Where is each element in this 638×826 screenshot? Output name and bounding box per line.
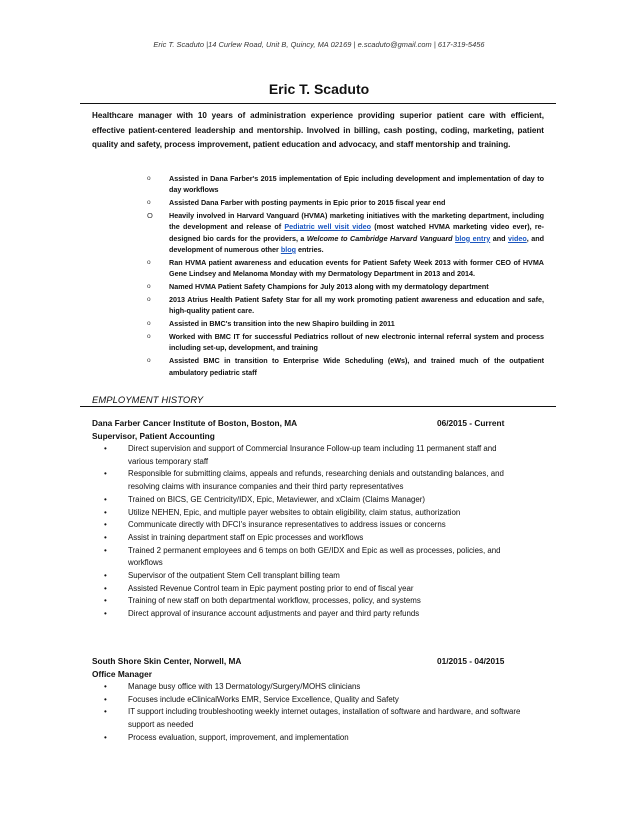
duty-text: Direct approval of insurance account adjustments and payer and third party refunds [128, 609, 420, 619]
employment-divider [80, 406, 556, 407]
highlight-item [147, 281, 544, 292]
job-title: Supervisor, Patient Accounting [92, 431, 215, 441]
list-marker: O [147, 211, 153, 221]
blog-entry-link[interactable]: blog entry [455, 233, 491, 243]
blog-link[interactable]: blog [280, 244, 296, 254]
duty-text: Focuses include eClinicalWorks EMR, Service Excellence, Quality and Safety [128, 694, 399, 704]
highlight-item [147, 355, 544, 378]
duties-list [104, 443, 524, 621]
duty-item [104, 732, 524, 745]
list-marker: o [147, 357, 151, 365]
employment-section-title: EMPLOYMENT HISTORY [92, 394, 204, 405]
candidate-name: Eric T. Scaduto [268, 81, 370, 97]
bullet-icon: • [104, 532, 107, 542]
duty-text: Assisted Revenue Control team in Epic payment posting prior to end of fiscal year [128, 583, 414, 593]
bullet-icon: • [104, 707, 107, 717]
job-title: Office Manager [92, 669, 152, 679]
employer-name: Dana Farber Cancer Institute of Boston, Boston, MA [92, 418, 298, 428]
duty-text: Assist in training department staff on Epic processes and workflows [128, 532, 364, 542]
employment-dates: 06/2015 - Current [437, 418, 505, 428]
employment-dates: 01/2015 - 04/2015 [437, 656, 505, 666]
bullet-icon: • [104, 596, 107, 606]
list-marker: o [147, 199, 151, 207]
bullet-icon: • [104, 732, 107, 742]
duty-item [104, 443, 524, 468]
duty-text: Utilize NEHEN, Epic, and multiple payer websites to obtain eligibility, claim status, authorization [128, 507, 461, 517]
list-marker: o [147, 175, 151, 182]
highlight-text: Assisted Dana Farber with posting payments in Epic prior to 2015 fiscal year end [169, 198, 446, 208]
duty-item [104, 545, 524, 570]
duty-text: Supervisor of the outpatient Stem Cell transplant billing team [128, 571, 340, 581]
pediatric-video-link[interactable]: Pediatric well visit video [284, 222, 372, 232]
duty-text: Responsible for submitting claims, appeals and refunds, researching denials and outstanding balances, and resolving claims with insurance companies and their third party representatives [128, 469, 504, 492]
duty-item [104, 694, 524, 707]
duty-item [104, 532, 524, 545]
highlight-text: Assisted BMC in transition to Enterprise Wide Scheduling (eWs), and trained much of the outpatient ambulatory pediatric staff [169, 356, 544, 377]
highlight-item [147, 331, 544, 354]
highlights-list [147, 173, 544, 379]
duty-text: Process evaluation, support, improvement, and implementation [128, 732, 349, 742]
duty-item [104, 519, 524, 532]
highlight-item [147, 210, 544, 255]
duty-text: Manage busy office with 13 Dermatology/Surgery/MOHS clinicians [128, 682, 361, 691]
highlight-item [147, 197, 544, 208]
list-marker: o [147, 320, 151, 328]
highlight-item [147, 257, 544, 280]
duty-item [104, 570, 524, 583]
bullet-icon: • [104, 571, 107, 581]
duty-text: Communicate directly with DFCI's insurance representatives to address issues or concerns [128, 520, 446, 530]
list-marker: o [147, 295, 151, 303]
bullet-icon: • [104, 583, 107, 593]
duty-text: Direct supervision and support of Commercial Insurance Follow-up team including 11 permanent staff and various temporary staff [128, 444, 497, 466]
header-divider [80, 103, 556, 104]
duties-list [104, 681, 524, 745]
bullet-icon: • [104, 694, 107, 704]
bullet-icon: • [104, 444, 107, 453]
list-marker: o [147, 283, 151, 291]
bullet-icon: • [104, 469, 107, 479]
highlight-text: Ran HVMA patient awareness and education events for Patient Safety Week 2013 with former CEO of HVMA Gene Lindsey and Melanoma Monday with my Dermatology Department in 2013 and 2014. [169, 257, 544, 279]
duty-text: Trained 2 permanent employees and 6 temps on both GE/IDX and Epic as well as processes, policies, and workflows [128, 545, 501, 568]
duty-item [104, 681, 524, 694]
duty-item [104, 706, 524, 731]
employer-name: South Shore Skin Center, Norwell, MA [92, 656, 242, 666]
bullet-icon: • [104, 609, 107, 619]
highlight-text: Heavily involved in Harvard Vanguard (HVMA) marketing initiatives with the marketing department, including the development and release of Pediatric well visit video (most watched HVMA marketing video ever), re-designed bio cards for the providers, a Welcome to Cambridge Harvard Vanguard blog entry and video, and development of numerous other blog entries. [169, 211, 545, 254]
bullet-icon: • [104, 545, 107, 555]
list-marker: o [147, 258, 151, 266]
highlight-item [147, 318, 544, 329]
duty-text: IT support including troubleshooting weekly internet outages, installation of software and hardware, and software support as needed [128, 707, 521, 730]
duty-item [104, 608, 524, 621]
highlight-text: Worked with BMC IT for successful Pediatrics rollout of new electronic internal referral system and process including set-up, development, and training [169, 332, 544, 353]
bullet-icon: • [104, 494, 107, 504]
contact-line: Eric T. Scaduto |14 Curlew Road, Unit B, Quincy, MA 02169 | e.scaduto@gmail.com | 617-319-5456 [153, 40, 485, 49]
highlight-text: Assisted in Dana Farber's 2015 implementation of Epic including development and implementation of day to day workflows [169, 174, 544, 195]
highlight-item [147, 294, 544, 317]
highlight-text: 2013 Atrius Health Patient Safety Star for all my work promoting patient awareness and education and safe, high-quality patient care. [169, 294, 544, 316]
highlight-text: Assisted in BMC's transition into the new Shapiro building in 2011 [169, 319, 395, 329]
highlight-item [147, 173, 544, 196]
duty-item [104, 595, 524, 608]
video-link[interactable]: video [507, 233, 527, 243]
bullet-icon: • [104, 507, 107, 517]
duty-item [104, 583, 524, 596]
list-marker: o [147, 333, 151, 341]
duty-item [104, 468, 524, 493]
duty-item [104, 494, 524, 507]
duty-text: Training of new staff on both departmental workflow, processes, policy, and systems [128, 596, 421, 606]
bullet-icon: • [104, 520, 107, 530]
professional-summary: Healthcare manager with 10 years of administration experience providing superior patient care with efficient, effective patient-centered leadership and mentorship. Involved in billing, cash posting, coding, marketing, patient quality and safety, process improvement, patient education and advocacy, and staff mentorship and training. [92, 111, 544, 150]
duty-item [104, 507, 524, 520]
bullet-icon: • [104, 682, 107, 691]
highlight-text: Named HVMA Patient Safety Champions for July 2013 along with my dermatology department [169, 282, 489, 292]
duty-text: Trained on BICS, GE Centricity/IDX, Epic, Metaviewer, and xClaim (Claims Manager) [128, 494, 426, 504]
